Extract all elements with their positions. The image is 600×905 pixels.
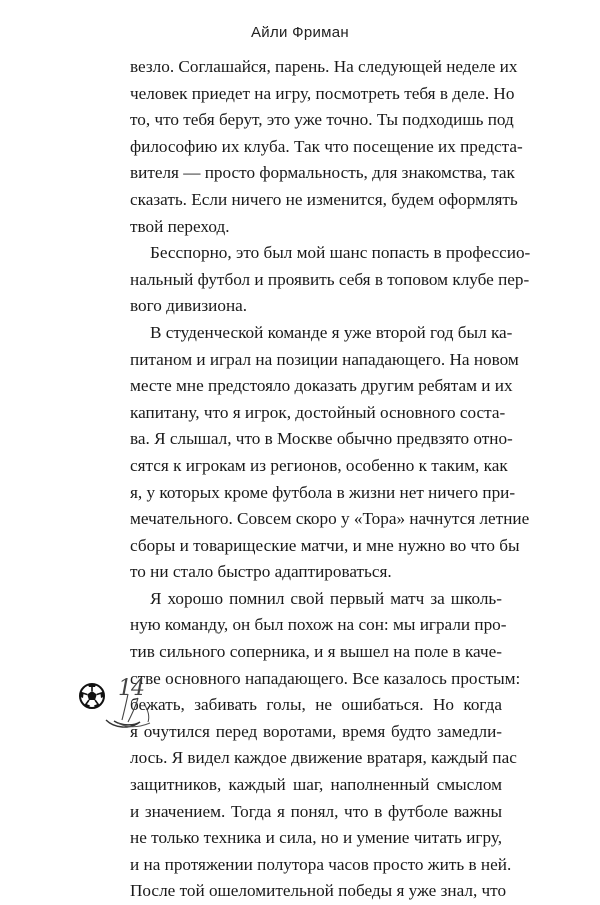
text-line: я очутился перед воротами, время будто замедли- bbox=[130, 721, 502, 741]
text-line: человек приедет на игру, посмотреть тебя в деле. Но bbox=[130, 83, 515, 103]
text-line: вителя — просто формальность, для знакомства, так bbox=[130, 163, 515, 183]
text-line: После той ошеломительной победы я уже знал, что bbox=[130, 881, 507, 901]
text-line: бежать, забивать голы, не ошибаться. Но когда bbox=[130, 695, 502, 715]
text-line: не только техника и сила, но и умение читать игру, bbox=[130, 828, 502, 848]
text-line: философию их клуба. Так что посещение их предста- bbox=[130, 136, 523, 156]
text-line: вого дивизиона. bbox=[130, 296, 248, 316]
text-line: Я хорошо помнил свой первый матч за школь- bbox=[150, 588, 502, 608]
text-line: капитану, что я игрок, достойный основного соста- bbox=[130, 402, 506, 422]
text-line: защитников, каждый шаг, наполненный смыслом bbox=[130, 775, 502, 795]
text-line: ную команду, он был похож на сон: мы играли про- bbox=[130, 615, 507, 635]
text-line: и значением. Тогда я понял, что в футболе важны bbox=[130, 801, 502, 821]
text-line: то, что тебя берут, это уже точно. Ты подходишь под bbox=[130, 110, 514, 130]
page-footer bbox=[78, 676, 178, 736]
text-line: везло. Соглашайся, парень. На следующей неделе их bbox=[130, 57, 518, 76]
text-line: Бесспорно, это был мой шанс попасть в профессио- bbox=[150, 243, 531, 263]
page-body-text bbox=[130, 54, 531, 905]
text-line: месте мне предстояло доказать другим ребятам и их bbox=[130, 376, 513, 396]
text-line: сборы и товарищеские матчи, и мне нужно во что бы bbox=[130, 535, 520, 555]
text-line: стве основного нападающего. Все казалось простым: bbox=[130, 668, 521, 688]
text-line: питаном и играл на позиции нападающего. На новом bbox=[130, 349, 519, 369]
text-line: я, у которых кроме футбола в жизни нет ничего при- bbox=[130, 482, 516, 502]
text-line: тив сильного соперника, и я вышел на поле в каче- bbox=[130, 642, 502, 662]
text-line: то ни стало быстро адаптироваться. bbox=[130, 562, 392, 582]
text-line: нальный футбол и проявить себя в топовом клубе пер- bbox=[130, 269, 530, 289]
running-title: Айли Фриман bbox=[250, 24, 350, 41]
text-line: В студенческой команде я уже второй год был ка- bbox=[150, 322, 513, 342]
text-line: сятся к игрокам из регионов, особенно к таким, как bbox=[130, 455, 508, 475]
page-number: 14 bbox=[118, 676, 144, 701]
text-line: и на протяжении полутора часов просто жить в ней. bbox=[130, 854, 512, 874]
text-line: сказать. Если ничего не изменится, будем оформлять bbox=[130, 189, 518, 209]
text-line: твой переход. bbox=[130, 216, 230, 236]
text-line: лось. Я видел каждое движение вратаря, каждый пас bbox=[130, 748, 517, 768]
text-line: ва. Я слышал, что в Москве обычно предвзято отно- bbox=[130, 429, 513, 449]
text-line: мечательного. Совсем скоро у «Тора» начнутся летние bbox=[130, 509, 530, 529]
